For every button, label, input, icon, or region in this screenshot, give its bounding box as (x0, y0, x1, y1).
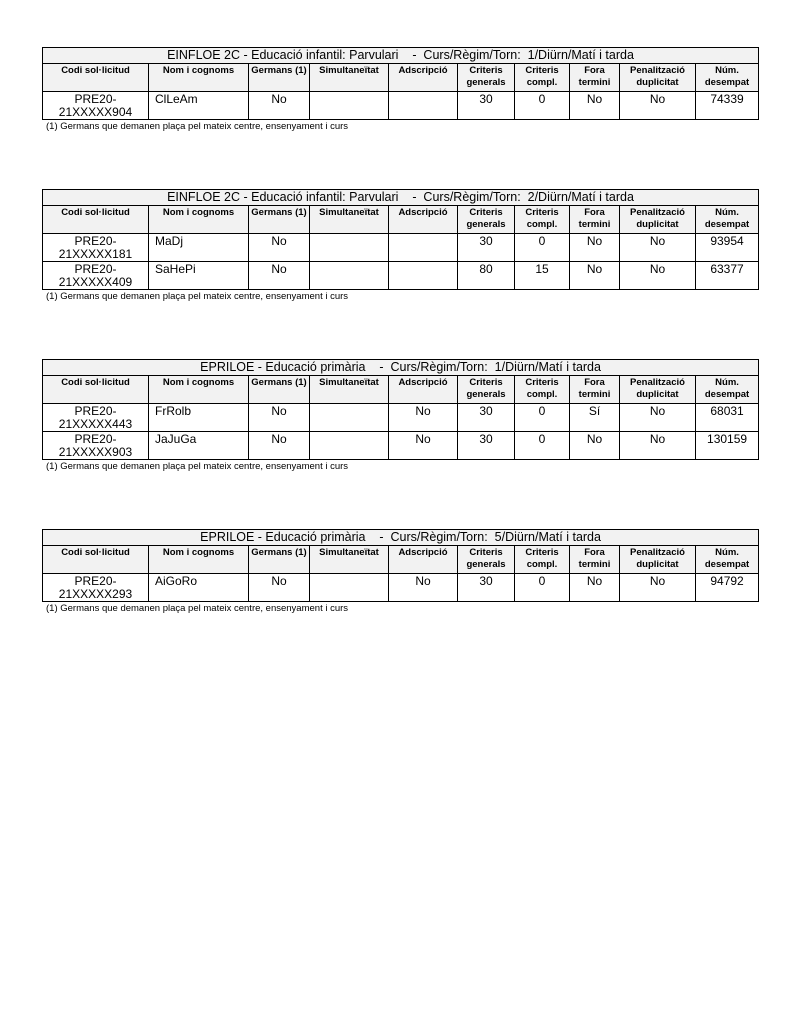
general-criteria-cell: 30 (458, 432, 515, 460)
name-cell: JaJuGa (149, 432, 249, 460)
allocation-table-block (42, 529, 758, 614)
allocation-table (42, 529, 759, 602)
general-criteria-cell: 80 (458, 262, 515, 290)
header-simultaneity: Simultaneïtat (310, 206, 389, 234)
table-title: EPRILOE - Educació primària - Curs/Règim/Torn: 5/Diürn/Matí i tarda (43, 530, 759, 546)
allocation-table-block (42, 47, 758, 132)
assignment-cell (389, 92, 458, 120)
complementary-criteria-cell: 0 (515, 404, 570, 432)
header-tiebreak-number: Núm. desempat (696, 376, 759, 404)
tiebreak-number-cell: 68031 (696, 404, 759, 432)
header-assignment: Adscripció (389, 206, 458, 234)
header-simultaneity: Simultaneïtat (310, 546, 389, 574)
allocation-table (42, 359, 759, 460)
late-cell: Sí (570, 404, 620, 432)
simultaneity-cell (310, 404, 389, 432)
siblings-cell: No (249, 574, 310, 602)
name-cell: AiGoRo (149, 574, 249, 602)
simultaneity-cell (310, 432, 389, 460)
duplicity-penalty-cell: No (620, 92, 696, 120)
simultaneity-cell (310, 234, 389, 262)
assignment-cell: No (389, 404, 458, 432)
request-code-cell: PRE20-21XXXXX181 (43, 234, 149, 262)
simultaneity-cell (310, 262, 389, 290)
header-tiebreak-number: Núm. desempat (696, 206, 759, 234)
header-request-code: Codi sol·licitud (43, 376, 149, 404)
duplicity-penalty-cell: No (620, 234, 696, 262)
header-general-criteria: Criteris generals (458, 64, 515, 92)
header-request-code: Codi sol·licitud (43, 206, 149, 234)
request-code-cell: PRE20-21XXXXX293 (43, 574, 149, 602)
request-code-cell: PRE20-21XXXXX903 (43, 432, 149, 460)
duplicity-penalty-cell: No (620, 404, 696, 432)
header-siblings: Germans (1) (249, 546, 310, 574)
footnote: (1) Germans que demanen plaça pel mateix centre, ensenyament i curs (46, 461, 349, 472)
header-duplicity-penalty: Penalització duplicitat (620, 546, 696, 574)
late-cell: No (570, 262, 620, 290)
name-cell: MaDj (149, 234, 249, 262)
late-cell: No (570, 92, 620, 120)
duplicity-penalty-cell: No (620, 432, 696, 460)
header-general-criteria: Criteris generals (458, 376, 515, 404)
name-cell: ClLeAm (149, 92, 249, 120)
allocation-table (42, 189, 759, 290)
header-complementary-criteria: Criteris compl. (515, 546, 570, 574)
allocation-table-block (42, 359, 758, 472)
assignment-cell: No (389, 432, 458, 460)
table-row (43, 262, 759, 290)
header-name: Nom i cognoms (149, 376, 249, 404)
name-cell: FrRolb (149, 404, 249, 432)
general-criteria-cell: 30 (458, 92, 515, 120)
general-criteria-cell: 30 (458, 234, 515, 262)
table-title: EINFLOE 2C - Educació infantil: Parvulari - Curs/Règim/Torn: 1/Diürn/Matí i tarda (43, 48, 759, 64)
tiebreak-number-cell: 94792 (696, 574, 759, 602)
header-request-code: Codi sol·licitud (43, 64, 149, 92)
header-late: Fora termini (570, 376, 620, 404)
table-title: EPRILOE - Educació primària - Curs/Règim/Torn: 1/Diürn/Matí i tarda (43, 360, 759, 376)
header-late: Fora termini (570, 546, 620, 574)
header-simultaneity: Simultaneïtat (310, 64, 389, 92)
assignment-cell (389, 262, 458, 290)
header-complementary-criteria: Criteris compl. (515, 206, 570, 234)
request-code-cell: PRE20-21XXXXX904 (43, 92, 149, 120)
header-siblings: Germans (1) (249, 64, 310, 92)
footnote: (1) Germans que demanen plaça pel mateix centre, ensenyament i curs (46, 291, 349, 302)
complementary-criteria-cell: 0 (515, 234, 570, 262)
tiebreak-number-cell: 130159 (696, 432, 759, 460)
table-title: EINFLOE 2C - Educació infantil: Parvulari - Curs/Règim/Torn: 2/Diürn/Matí i tarda (43, 190, 759, 206)
table-row (43, 92, 759, 120)
siblings-cell: No (249, 262, 310, 290)
late-cell: No (570, 432, 620, 460)
general-criteria-cell: 30 (458, 404, 515, 432)
tiebreak-number-cell: 74339 (696, 92, 759, 120)
header-assignment: Adscripció (389, 64, 458, 92)
siblings-cell: No (249, 92, 310, 120)
header-name: Nom i cognoms (149, 64, 249, 92)
late-cell: No (570, 234, 620, 262)
header-late: Fora termini (570, 64, 620, 92)
header-assignment: Adscripció (389, 546, 458, 574)
header-assignment: Adscripció (389, 376, 458, 404)
header-name: Nom i cognoms (149, 206, 249, 234)
allocation-table (42, 47, 759, 120)
complementary-criteria-cell: 0 (515, 92, 570, 120)
tiebreak-number-cell: 93954 (696, 234, 759, 262)
header-request-code: Codi sol·licitud (43, 546, 149, 574)
table-row (43, 432, 759, 460)
request-code-cell: PRE20-21XXXXX443 (43, 404, 149, 432)
complementary-criteria-cell: 15 (515, 262, 570, 290)
table-row (43, 404, 759, 432)
header-tiebreak-number: Núm. desempat (696, 546, 759, 574)
header-complementary-criteria: Criteris compl. (515, 64, 570, 92)
siblings-cell: No (249, 404, 310, 432)
header-simultaneity: Simultaneïtat (310, 376, 389, 404)
name-cell: SaHePi (149, 262, 249, 290)
duplicity-penalty-cell: No (620, 574, 696, 602)
simultaneity-cell (310, 92, 389, 120)
header-general-criteria: Criteris generals (458, 546, 515, 574)
general-criteria-cell: 30 (458, 574, 515, 602)
simultaneity-cell (310, 574, 389, 602)
header-siblings: Germans (1) (249, 376, 310, 404)
footnote: (1) Germans que demanen plaça pel mateix centre, ensenyament i curs (46, 603, 349, 614)
header-tiebreak-number: Núm. desempat (696, 64, 759, 92)
header-general-criteria: Criteris generals (458, 206, 515, 234)
footnote: (1) Germans que demanen plaça pel mateix centre, ensenyament i curs (46, 121, 349, 132)
complementary-criteria-cell: 0 (515, 432, 570, 460)
table-row (43, 574, 759, 602)
siblings-cell: No (249, 432, 310, 460)
complementary-criteria-cell: 0 (515, 574, 570, 602)
header-name: Nom i cognoms (149, 546, 249, 574)
header-duplicity-penalty: Penalització duplicitat (620, 376, 696, 404)
late-cell: No (570, 574, 620, 602)
table-row (43, 234, 759, 262)
header-duplicity-penalty: Penalització duplicitat (620, 206, 696, 234)
header-late: Fora termini (570, 206, 620, 234)
tiebreak-number-cell: 63377 (696, 262, 759, 290)
header-complementary-criteria: Criteris compl. (515, 376, 570, 404)
request-code-cell: PRE20-21XXXXX409 (43, 262, 149, 290)
header-siblings: Germans (1) (249, 206, 310, 234)
duplicity-penalty-cell: No (620, 262, 696, 290)
header-duplicity-penalty: Penalització duplicitat (620, 64, 696, 92)
siblings-cell: No (249, 234, 310, 262)
allocation-table-block (42, 189, 758, 302)
assignment-cell: No (389, 574, 458, 602)
assignment-cell (389, 234, 458, 262)
